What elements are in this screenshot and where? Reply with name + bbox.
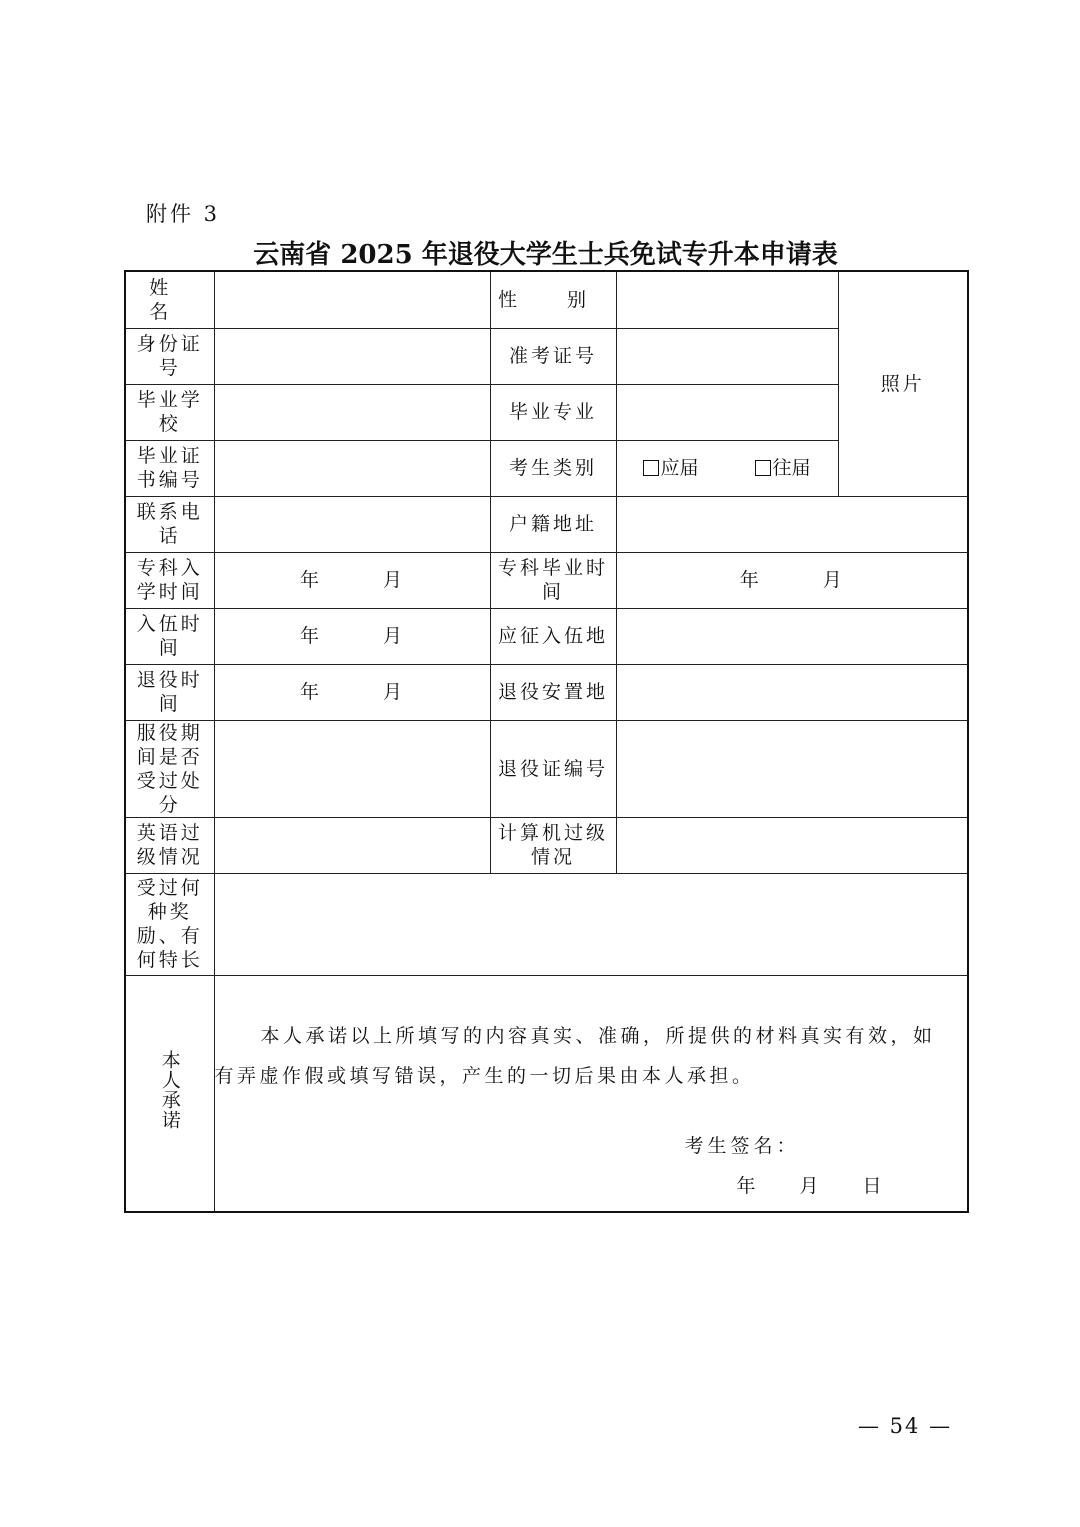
english-field[interactable] bbox=[214, 817, 490, 873]
discharge-cert-label: 退役证编号 bbox=[490, 720, 616, 817]
discharge-time-label: 退役时间 bbox=[125, 664, 214, 720]
promise-label-cell bbox=[125, 975, 214, 1212]
category-label: 考生类别 bbox=[490, 440, 616, 496]
checkbox-fresh[interactable] bbox=[643, 460, 659, 476]
option-previous-label: 往届 bbox=[772, 457, 811, 479]
school-field[interactable] bbox=[214, 384, 490, 440]
exam-no-field[interactable] bbox=[616, 328, 838, 384]
photo-box[interactable] bbox=[838, 271, 968, 496]
enlist-place-label: 应征入伍地 bbox=[490, 608, 616, 664]
school-label: 毕业学校 bbox=[125, 384, 214, 440]
promise-label: 本人承诺 bbox=[158, 1050, 181, 1131]
id-field[interactable] bbox=[214, 328, 490, 384]
college-entry-label: 专科入学时间 bbox=[125, 552, 214, 608]
name-label: 姓 名 bbox=[125, 271, 214, 328]
gender-field[interactable] bbox=[616, 271, 838, 328]
settle-place-label: 退役安置地 bbox=[490, 664, 616, 720]
college-grad-field[interactable]: 年 月 bbox=[616, 552, 968, 608]
awards-field[interactable] bbox=[214, 873, 968, 975]
gender-label: 性 别 bbox=[490, 271, 616, 328]
promise-line-2: 有弄虚作假或填写错误，产生的一切后果由本人承担。 bbox=[214, 1064, 755, 1087]
exam-no-label: 准考证号 bbox=[490, 328, 616, 384]
category-field bbox=[616, 440, 838, 496]
college-grad-label: 专科毕业时间 bbox=[490, 552, 616, 608]
checkbox-previous[interactable] bbox=[755, 460, 771, 476]
signature-date[interactable]: 年 月 日 bbox=[736, 1174, 884, 1197]
residence-field[interactable] bbox=[616, 496, 968, 552]
computer-field[interactable] bbox=[616, 817, 968, 873]
discharge-cert-field[interactable] bbox=[616, 720, 968, 817]
major-label: 毕业专业 bbox=[490, 384, 616, 440]
form-title: 云南省 2025 年退役大学生士兵免试专升本申请表 bbox=[253, 240, 838, 270]
english-label: 英语过级情况 bbox=[125, 817, 214, 873]
promise-line-1: 本人承诺以上所填写的内容真实、准确，所提供的材料真实有效，如 bbox=[260, 1024, 936, 1047]
punished-label: 服役期间是否受过处分 bbox=[125, 720, 214, 817]
awards-label: 受过何种奖励、有何特长 bbox=[125, 873, 214, 975]
phone-field[interactable] bbox=[214, 496, 490, 552]
discharge-time-field[interactable]: 年 月 bbox=[214, 664, 490, 720]
cert-label: 毕业证书编号 bbox=[125, 440, 214, 496]
major-field[interactable] bbox=[616, 384, 838, 440]
promise-cell bbox=[214, 975, 968, 1212]
signature-label: 考生签名： bbox=[684, 1134, 800, 1157]
enlist-place-field[interactable] bbox=[616, 608, 968, 664]
settle-place-field[interactable] bbox=[616, 664, 968, 720]
enlist-time-label: 入伍时间 bbox=[125, 608, 214, 664]
photo-label: 照片 bbox=[880, 372, 925, 395]
attachment-label: 附件 3 bbox=[146, 202, 221, 226]
computer-label: 计算机过级情况 bbox=[490, 817, 616, 873]
page-number: — 54 — bbox=[858, 1414, 953, 1438]
enlist-time-field[interactable]: 年 月 bbox=[214, 608, 490, 664]
application-form-table bbox=[124, 270, 969, 1213]
punished-field[interactable] bbox=[214, 720, 490, 817]
cert-field[interactable] bbox=[214, 440, 490, 496]
name-field[interactable] bbox=[214, 271, 490, 328]
option-fresh-label: 应届 bbox=[660, 457, 699, 479]
id-label: 身份证号 bbox=[125, 328, 214, 384]
residence-label: 户籍地址 bbox=[490, 496, 616, 552]
phone-label: 联系电话 bbox=[125, 496, 214, 552]
college-entry-field[interactable]: 年 月 bbox=[214, 552, 490, 608]
